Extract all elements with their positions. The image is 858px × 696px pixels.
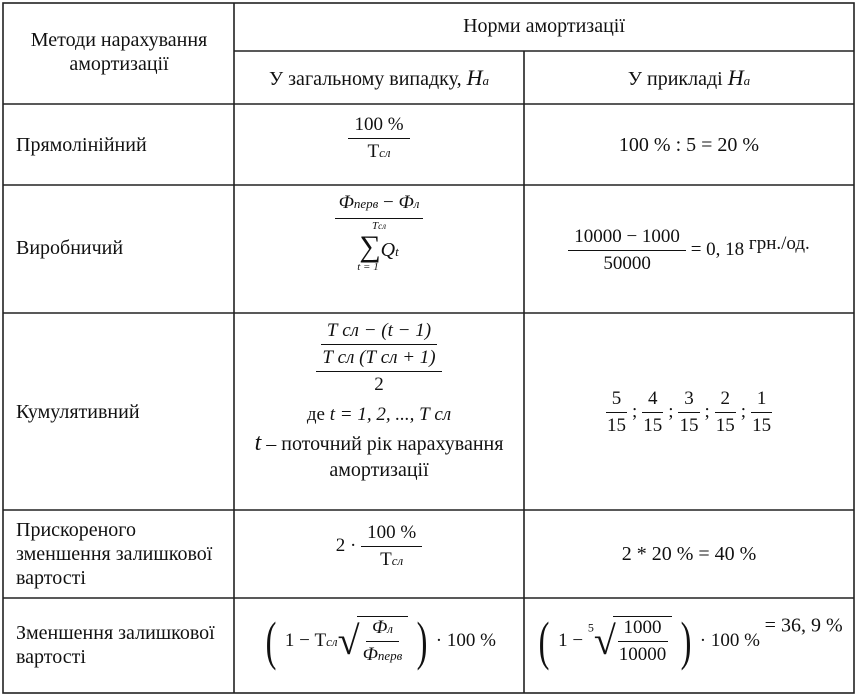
example-accelerated xyxy=(524,542,854,566)
sum-q-sub: t xyxy=(395,244,399,259)
phi-initial: Ф xyxy=(338,192,354,213)
residual-example-tail: · 100 % xyxy=(699,630,760,651)
residual-example-numerator: 1000 xyxy=(618,617,668,642)
method-accelerated-text: Прискореного зменшення залишкової вартості xyxy=(16,519,213,589)
method-cumulative-text: Кумулятивний xyxy=(16,401,140,423)
header-example xyxy=(524,66,854,93)
cumulative-sep-3: ; xyxy=(704,400,710,422)
formula-cumulative xyxy=(234,320,524,483)
sum-q: Q xyxy=(380,239,396,261)
radical-icon: √ xyxy=(337,618,360,663)
residual-phi-l-sub: л xyxy=(387,621,393,636)
production-example-denominator: 50000 xyxy=(603,253,651,274)
cumulative-sep-4: ; xyxy=(740,400,747,422)
sum-upper-sub: сл xyxy=(378,221,387,231)
header-example-text: У прикладі xyxy=(627,68,723,90)
cumulative-where: де xyxy=(306,404,325,425)
sum-upper: Т xyxy=(371,220,379,232)
straight-denominator-sub: сл xyxy=(379,145,391,160)
residual-example-index: 5 xyxy=(587,620,594,635)
cumulative-fraction-4-num: 2 xyxy=(715,388,737,413)
straight-numerator: 100 % xyxy=(348,114,409,139)
example-cumulative xyxy=(524,388,854,437)
cumulative-sep-2: ; xyxy=(668,400,674,422)
header-norms-text: Норми амортизації xyxy=(463,15,625,37)
residual-example-denominator: 10000 xyxy=(618,644,667,665)
residual-one-minus: 1 − xyxy=(284,630,310,651)
method-straight-line xyxy=(16,133,230,157)
phi-liquidation: Ф xyxy=(398,192,414,213)
residual-root-index: Т xyxy=(314,630,327,651)
production-example-numerator: 10000 − 1000 xyxy=(568,226,686,251)
cumulative-fraction-2-num: 4 xyxy=(642,388,664,413)
production-example-result: = 0, 18 xyxy=(690,238,745,260)
cumulative-fraction-2-den: 15 xyxy=(643,415,663,436)
radical-example-icon: √ xyxy=(593,618,616,663)
header-norms xyxy=(234,14,854,38)
header-methods-text: Методи нарахування амортизації xyxy=(30,29,208,75)
method-residual xyxy=(16,621,230,669)
sum-sign: ∑ xyxy=(359,230,381,263)
method-accelerated xyxy=(16,518,230,590)
cumulative-fraction-1-num: 5 xyxy=(606,388,628,413)
production-minus: − xyxy=(383,192,394,213)
cumulative-fraction-3-den: 15 xyxy=(679,415,699,436)
cumulative-sep-1: ; xyxy=(631,400,638,422)
method-production xyxy=(16,236,230,260)
accelerated-numerator: 100 % xyxy=(361,522,422,547)
example-accelerated-text: 2 * 20 % = 40 % xyxy=(621,543,757,565)
residual-phi-p-sub: перв xyxy=(377,648,403,663)
formula-straight-line xyxy=(234,114,524,163)
header-general xyxy=(234,66,524,93)
example-straight-line-text: 100 % : 5 = 20 % xyxy=(618,134,760,156)
example-residual: ( 1 − $^5$√ $\frac{1000}{10000}$ ) · 100 % = 36, 9 % xyxy=(538,611,843,671)
residual-root-index-sub: сл xyxy=(326,634,338,649)
residual-example-one-minus: 1 − xyxy=(558,630,584,651)
formula-accelerated xyxy=(234,522,524,571)
residual-phi-l: Ф xyxy=(371,617,388,638)
method-cumulative xyxy=(16,400,230,424)
residual-phi-p: Ф xyxy=(362,644,378,665)
cumulative-fraction-1-den: 15 xyxy=(606,415,626,436)
method-production-text: Виробничий xyxy=(16,237,124,259)
method-residual-text: Зменшення залишкової вартості xyxy=(16,622,215,668)
cumulative-fraction-4-den: 15 xyxy=(715,415,735,436)
sum-lower: t = 1 xyxy=(357,261,379,273)
residual-tail: · 100 % xyxy=(435,630,496,651)
formula-production xyxy=(234,192,524,273)
phi-liquidation-sub: л xyxy=(413,196,420,211)
header-general-text: У загальному випадку, xyxy=(269,68,462,90)
cumulative-fraction-3-num: 3 xyxy=(678,388,700,413)
header-example-sub: а xyxy=(743,73,751,88)
phi-initial-sub: перв xyxy=(353,196,379,211)
cumulative-middle: Т сл (Т сл + 1) xyxy=(316,345,441,372)
cumulative-top: Т сл − (t − 1) xyxy=(321,320,437,345)
residual-example-result: = 36, 9 % xyxy=(764,614,843,637)
straight-denominator: Т xyxy=(367,141,380,162)
production-example-unit: грн./од. xyxy=(748,232,810,254)
method-straight-line-text: Прямолінійний xyxy=(16,134,147,156)
accelerated-denominator: Т xyxy=(380,549,392,570)
header-example-symbol: Н xyxy=(727,65,744,90)
accelerated-denominator-sub: сл xyxy=(391,553,404,568)
header-general-symbol: Н xyxy=(466,65,483,90)
header-methods xyxy=(8,28,230,76)
formula-residual: ( 1 − Тсл√ $\frac{Фл}{\text{Фперв}}$ ) · 100 % xyxy=(265,611,496,671)
cumulative-t-symbol: t xyxy=(254,430,262,456)
accelerated-factor: 2 · xyxy=(335,534,357,556)
cumulative-t-description: – поточний рік нарахування амортизації xyxy=(266,433,504,481)
cumulative-t-values: t = 1, 2, ..., Т сл xyxy=(329,404,452,425)
amortization-table xyxy=(2,2,855,694)
example-production xyxy=(524,226,854,275)
cumulative-fraction-5-num: 1 xyxy=(751,388,773,413)
example-straight-line xyxy=(524,133,854,157)
cumulative-two: 2 xyxy=(374,374,384,395)
cumulative-fraction-5-den: 15 xyxy=(752,415,772,436)
header-general-sub: а xyxy=(482,73,489,88)
